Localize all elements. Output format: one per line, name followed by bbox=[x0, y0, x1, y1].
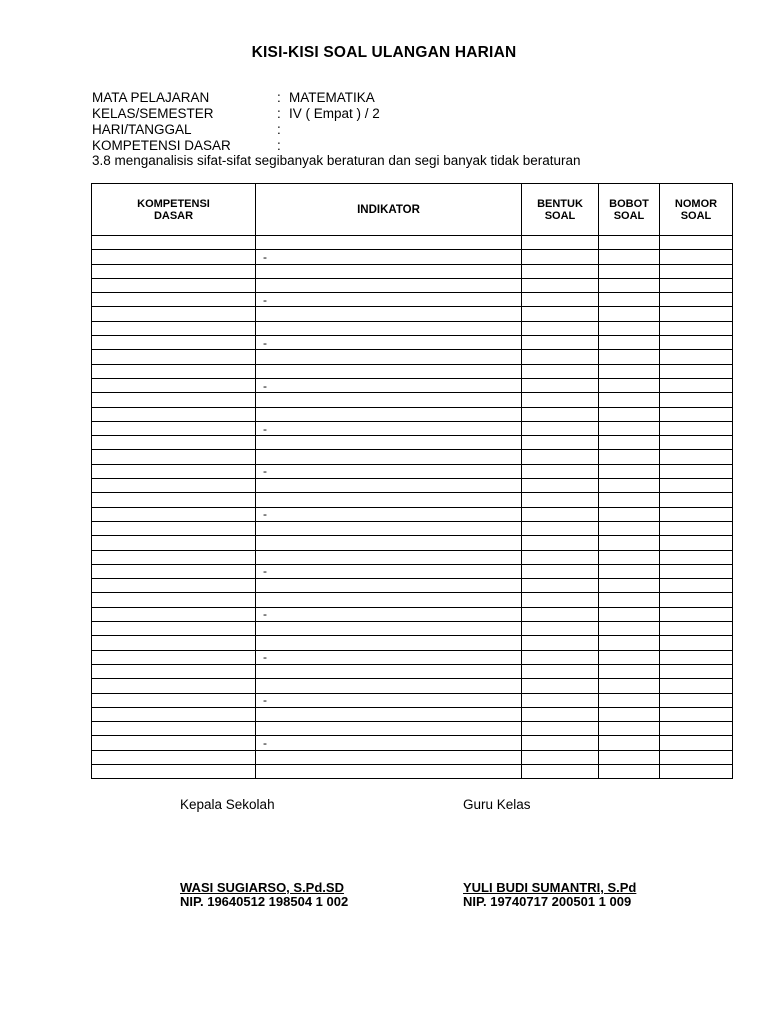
table-row bbox=[92, 507, 733, 521]
weight-cell bbox=[599, 436, 660, 450]
competency-cell bbox=[92, 407, 256, 421]
document-title: KISI-KISI SOAL ULANGAN HARIAN bbox=[251, 44, 517, 61]
weight-cell bbox=[599, 336, 660, 350]
weight-cell bbox=[599, 750, 660, 764]
form-cell bbox=[522, 679, 599, 693]
form-cell bbox=[522, 693, 599, 707]
teacher-role: Guru Kelas bbox=[463, 797, 531, 812]
table-row bbox=[92, 664, 733, 678]
weight-cell bbox=[599, 321, 660, 335]
table-row bbox=[92, 479, 733, 493]
info-label: HARI/TANGGAL bbox=[92, 122, 192, 137]
weight-cell bbox=[599, 307, 660, 321]
weight-cell bbox=[599, 236, 660, 250]
info-colon: : bbox=[277, 138, 281, 153]
competency-cell bbox=[92, 550, 256, 564]
weight-cell bbox=[599, 507, 660, 521]
table-row bbox=[92, 450, 733, 464]
indicator-cell bbox=[256, 536, 522, 550]
form-cell bbox=[522, 750, 599, 764]
weight-cell bbox=[599, 393, 660, 407]
info-colon: : bbox=[277, 106, 281, 121]
competency-cell bbox=[92, 450, 256, 464]
number-cell bbox=[660, 564, 733, 578]
number-cell bbox=[660, 236, 733, 250]
form-cell bbox=[522, 464, 599, 478]
weight-cell bbox=[599, 607, 660, 621]
number-cell bbox=[660, 579, 733, 593]
form-cell bbox=[522, 421, 599, 435]
weight-cell bbox=[599, 650, 660, 664]
info-colon: : bbox=[277, 90, 281, 105]
number-cell bbox=[660, 764, 733, 778]
form-cell bbox=[522, 307, 599, 321]
competency-cell bbox=[92, 321, 256, 335]
number-cell bbox=[660, 493, 733, 507]
header-form: BENTUK SOAL bbox=[522, 184, 599, 236]
form-cell bbox=[522, 407, 599, 421]
weight-cell bbox=[599, 479, 660, 493]
weight-cell bbox=[599, 550, 660, 564]
form-cell bbox=[522, 707, 599, 721]
indicator-cell: - bbox=[256, 736, 522, 750]
competency-cell bbox=[92, 579, 256, 593]
table-row bbox=[92, 536, 733, 550]
table-row bbox=[92, 622, 733, 636]
info-row-class bbox=[92, 106, 380, 122]
principal-role: Kepala Sekolah bbox=[180, 797, 275, 812]
competency-cell bbox=[92, 664, 256, 678]
number-cell bbox=[660, 650, 733, 664]
info-value: IV ( Empat ) / 2 bbox=[289, 106, 380, 121]
competency-cell bbox=[92, 307, 256, 321]
number-cell bbox=[660, 350, 733, 364]
weight-cell bbox=[599, 622, 660, 636]
number-cell bbox=[660, 307, 733, 321]
table-row bbox=[92, 264, 733, 278]
form-cell bbox=[522, 536, 599, 550]
competency-cell bbox=[92, 278, 256, 292]
competency-cell bbox=[92, 693, 256, 707]
indicator-cell bbox=[256, 493, 522, 507]
table-row bbox=[92, 493, 733, 507]
competency-cell bbox=[92, 421, 256, 435]
table-row bbox=[92, 421, 733, 435]
number-cell bbox=[660, 622, 733, 636]
indicator-cell: - bbox=[256, 464, 522, 478]
number-cell bbox=[660, 336, 733, 350]
competency-cell bbox=[92, 350, 256, 364]
form-cell bbox=[522, 607, 599, 621]
form-cell bbox=[522, 622, 599, 636]
header-row bbox=[92, 184, 733, 236]
number-cell bbox=[660, 607, 733, 621]
competency-cell bbox=[92, 393, 256, 407]
table-row bbox=[92, 278, 733, 292]
competency-cell bbox=[92, 636, 256, 650]
indicator-cell bbox=[256, 236, 522, 250]
number-cell bbox=[660, 664, 733, 678]
weight-cell bbox=[599, 679, 660, 693]
form-cell bbox=[522, 564, 599, 578]
table-row bbox=[92, 579, 733, 593]
competency-cell bbox=[92, 364, 256, 378]
indicator-cell: - bbox=[256, 378, 522, 392]
indicator-cell bbox=[256, 407, 522, 421]
number-cell bbox=[660, 550, 733, 564]
form-cell bbox=[522, 521, 599, 535]
header-competency: KOMPETENSI DASAR bbox=[92, 184, 256, 236]
form-cell bbox=[522, 321, 599, 335]
weight-cell bbox=[599, 707, 660, 721]
form-cell bbox=[522, 336, 599, 350]
info-label: KELAS/SEMESTER bbox=[92, 106, 214, 121]
number-cell bbox=[660, 593, 733, 607]
weight-cell bbox=[599, 521, 660, 535]
info-label: KOMPETENSI DASAR bbox=[92, 138, 231, 153]
indicator-cell bbox=[256, 550, 522, 564]
indicator-cell bbox=[256, 278, 522, 292]
indicator-cell bbox=[256, 707, 522, 721]
table-row bbox=[92, 336, 733, 350]
table-row bbox=[92, 250, 733, 264]
table-row bbox=[92, 764, 733, 778]
number-cell bbox=[660, 464, 733, 478]
competency-cell bbox=[92, 464, 256, 478]
number-cell bbox=[660, 421, 733, 435]
indicator-cell bbox=[256, 679, 522, 693]
table-row bbox=[92, 307, 733, 321]
number-cell bbox=[660, 536, 733, 550]
indicator-cell bbox=[256, 436, 522, 450]
indicator-cell: - bbox=[256, 693, 522, 707]
table-row bbox=[92, 521, 733, 535]
competency-cell bbox=[92, 736, 256, 750]
indicator-cell: - bbox=[256, 607, 522, 621]
table-row bbox=[92, 321, 733, 335]
header-weight: BOBOT SOAL bbox=[599, 184, 660, 236]
number-cell bbox=[660, 436, 733, 450]
competency-cell bbox=[92, 707, 256, 721]
weight-cell bbox=[599, 693, 660, 707]
weight-cell bbox=[599, 579, 660, 593]
table-row bbox=[92, 293, 733, 307]
info-block bbox=[92, 90, 380, 154]
number-cell bbox=[660, 722, 733, 736]
form-cell bbox=[522, 636, 599, 650]
competency-cell bbox=[92, 722, 256, 736]
form-cell bbox=[522, 507, 599, 521]
number-cell bbox=[660, 321, 733, 335]
competency-cell bbox=[92, 593, 256, 607]
competency-cell bbox=[92, 607, 256, 621]
header-number: NOMOR SOAL bbox=[660, 184, 733, 236]
competency-cell bbox=[92, 564, 256, 578]
weight-cell bbox=[599, 378, 660, 392]
number-cell bbox=[660, 750, 733, 764]
indicator-cell: - bbox=[256, 564, 522, 578]
form-cell bbox=[522, 479, 599, 493]
number-cell bbox=[660, 507, 733, 521]
indicator-cell bbox=[256, 664, 522, 678]
competency-cell bbox=[92, 622, 256, 636]
number-cell bbox=[660, 693, 733, 707]
info-value: MATEMATIKA bbox=[289, 90, 375, 105]
form-cell bbox=[522, 436, 599, 450]
weight-cell bbox=[599, 264, 660, 278]
weight-cell bbox=[599, 421, 660, 435]
table-row bbox=[92, 736, 733, 750]
weight-cell bbox=[599, 278, 660, 292]
indicator-cell: - bbox=[256, 250, 522, 264]
form-cell bbox=[522, 664, 599, 678]
number-cell bbox=[660, 293, 733, 307]
indicator-cell: - bbox=[256, 293, 522, 307]
weight-cell bbox=[599, 364, 660, 378]
table-row bbox=[92, 564, 733, 578]
number-cell bbox=[660, 393, 733, 407]
competency-cell bbox=[92, 293, 256, 307]
number-cell bbox=[660, 264, 733, 278]
indicator-cell bbox=[256, 593, 522, 607]
form-cell bbox=[522, 550, 599, 564]
weight-cell bbox=[599, 293, 660, 307]
table-row bbox=[92, 636, 733, 650]
teacher-name: YULI BUDI SUMANTRI, S.Pd bbox=[463, 880, 637, 895]
weight-cell bbox=[599, 350, 660, 364]
competency-text: 3.8 menganalisis sifat-sifat segibanyak beraturan dan segi banyak tidak beraturan bbox=[92, 153, 581, 168]
number-cell bbox=[660, 364, 733, 378]
table-row bbox=[92, 650, 733, 664]
indicator-cell: - bbox=[256, 507, 522, 521]
table-row bbox=[92, 350, 733, 364]
number-cell bbox=[660, 521, 733, 535]
weight-cell bbox=[599, 407, 660, 421]
competency-cell bbox=[92, 521, 256, 535]
competency-cell bbox=[92, 679, 256, 693]
number-cell bbox=[660, 407, 733, 421]
form-cell bbox=[522, 450, 599, 464]
weight-cell bbox=[599, 764, 660, 778]
indicator-cell: - bbox=[256, 421, 522, 435]
competency-cell bbox=[92, 650, 256, 664]
weight-cell bbox=[599, 736, 660, 750]
weight-cell bbox=[599, 536, 660, 550]
competency-cell bbox=[92, 507, 256, 521]
weight-cell bbox=[599, 564, 660, 578]
competency-cell bbox=[92, 479, 256, 493]
indicator-cell bbox=[256, 636, 522, 650]
form-cell bbox=[522, 593, 599, 607]
number-cell bbox=[660, 636, 733, 650]
indicator-cell bbox=[256, 479, 522, 493]
weight-cell bbox=[599, 493, 660, 507]
weight-cell bbox=[599, 722, 660, 736]
info-row-date bbox=[92, 122, 380, 138]
competency-cell bbox=[92, 264, 256, 278]
form-cell bbox=[522, 250, 599, 264]
header-indicator: INDIKATOR bbox=[256, 184, 522, 236]
indicator-cell bbox=[256, 521, 522, 535]
table-row bbox=[92, 464, 733, 478]
number-cell bbox=[660, 707, 733, 721]
form-cell bbox=[522, 264, 599, 278]
table-row bbox=[92, 693, 733, 707]
form-cell bbox=[522, 236, 599, 250]
form-cell bbox=[522, 579, 599, 593]
table-row bbox=[92, 550, 733, 564]
weight-cell bbox=[599, 664, 660, 678]
teacher-nip: NIP. 19740717 200501 1 009 bbox=[463, 894, 632, 909]
weight-cell bbox=[599, 450, 660, 464]
number-cell bbox=[660, 450, 733, 464]
table-row bbox=[92, 593, 733, 607]
info-row-competency bbox=[92, 138, 380, 154]
form-cell bbox=[522, 650, 599, 664]
weight-cell bbox=[599, 250, 660, 264]
competency-cell bbox=[92, 250, 256, 264]
number-cell bbox=[660, 679, 733, 693]
indicator-cell bbox=[256, 579, 522, 593]
indicator-cell bbox=[256, 722, 522, 736]
form-cell bbox=[522, 736, 599, 750]
number-cell bbox=[660, 736, 733, 750]
number-cell bbox=[660, 378, 733, 392]
form-cell bbox=[522, 493, 599, 507]
table-row bbox=[92, 679, 733, 693]
weight-cell bbox=[599, 464, 660, 478]
indicator-cell bbox=[256, 264, 522, 278]
table-row bbox=[92, 707, 733, 721]
form-cell bbox=[522, 722, 599, 736]
info-colon: : bbox=[277, 122, 281, 137]
competency-cell bbox=[92, 536, 256, 550]
indicator-cell bbox=[256, 350, 522, 364]
indicator-cell: - bbox=[256, 650, 522, 664]
table-row bbox=[92, 436, 733, 450]
table-row bbox=[92, 750, 733, 764]
table-row bbox=[92, 722, 733, 736]
table-row bbox=[92, 607, 733, 621]
competency-cell bbox=[92, 336, 256, 350]
indicator-cell bbox=[256, 321, 522, 335]
form-cell bbox=[522, 278, 599, 292]
form-cell bbox=[522, 378, 599, 392]
number-cell bbox=[660, 250, 733, 264]
competency-cell bbox=[92, 750, 256, 764]
table-row bbox=[92, 236, 733, 250]
number-cell bbox=[660, 479, 733, 493]
form-cell bbox=[522, 393, 599, 407]
indicator-cell bbox=[256, 764, 522, 778]
table-row bbox=[92, 407, 733, 421]
indicator-cell bbox=[256, 393, 522, 407]
indicator-cell bbox=[256, 622, 522, 636]
form-cell bbox=[522, 350, 599, 364]
info-row-subject bbox=[92, 90, 380, 106]
table-row bbox=[92, 393, 733, 407]
principal-nip: NIP. 19640512 198504 1 002 bbox=[180, 894, 349, 909]
weight-cell bbox=[599, 593, 660, 607]
competency-cell bbox=[92, 378, 256, 392]
form-cell bbox=[522, 293, 599, 307]
info-label: MATA PELAJARAN bbox=[92, 90, 210, 105]
weight-cell bbox=[599, 636, 660, 650]
competency-cell bbox=[92, 436, 256, 450]
number-cell bbox=[660, 278, 733, 292]
grid-table bbox=[91, 183, 733, 779]
table-row bbox=[92, 378, 733, 392]
competency-cell bbox=[92, 236, 256, 250]
table-row bbox=[92, 364, 733, 378]
indicator-cell bbox=[256, 750, 522, 764]
indicator-cell bbox=[256, 364, 522, 378]
form-cell bbox=[522, 764, 599, 778]
competency-cell bbox=[92, 764, 256, 778]
form-cell bbox=[522, 364, 599, 378]
indicator-cell: - bbox=[256, 336, 522, 350]
indicator-cell bbox=[256, 307, 522, 321]
principal-name: WASI SUGIARSO, S.Pd.SD bbox=[180, 880, 344, 895]
indicator-cell bbox=[256, 450, 522, 464]
competency-cell bbox=[92, 493, 256, 507]
